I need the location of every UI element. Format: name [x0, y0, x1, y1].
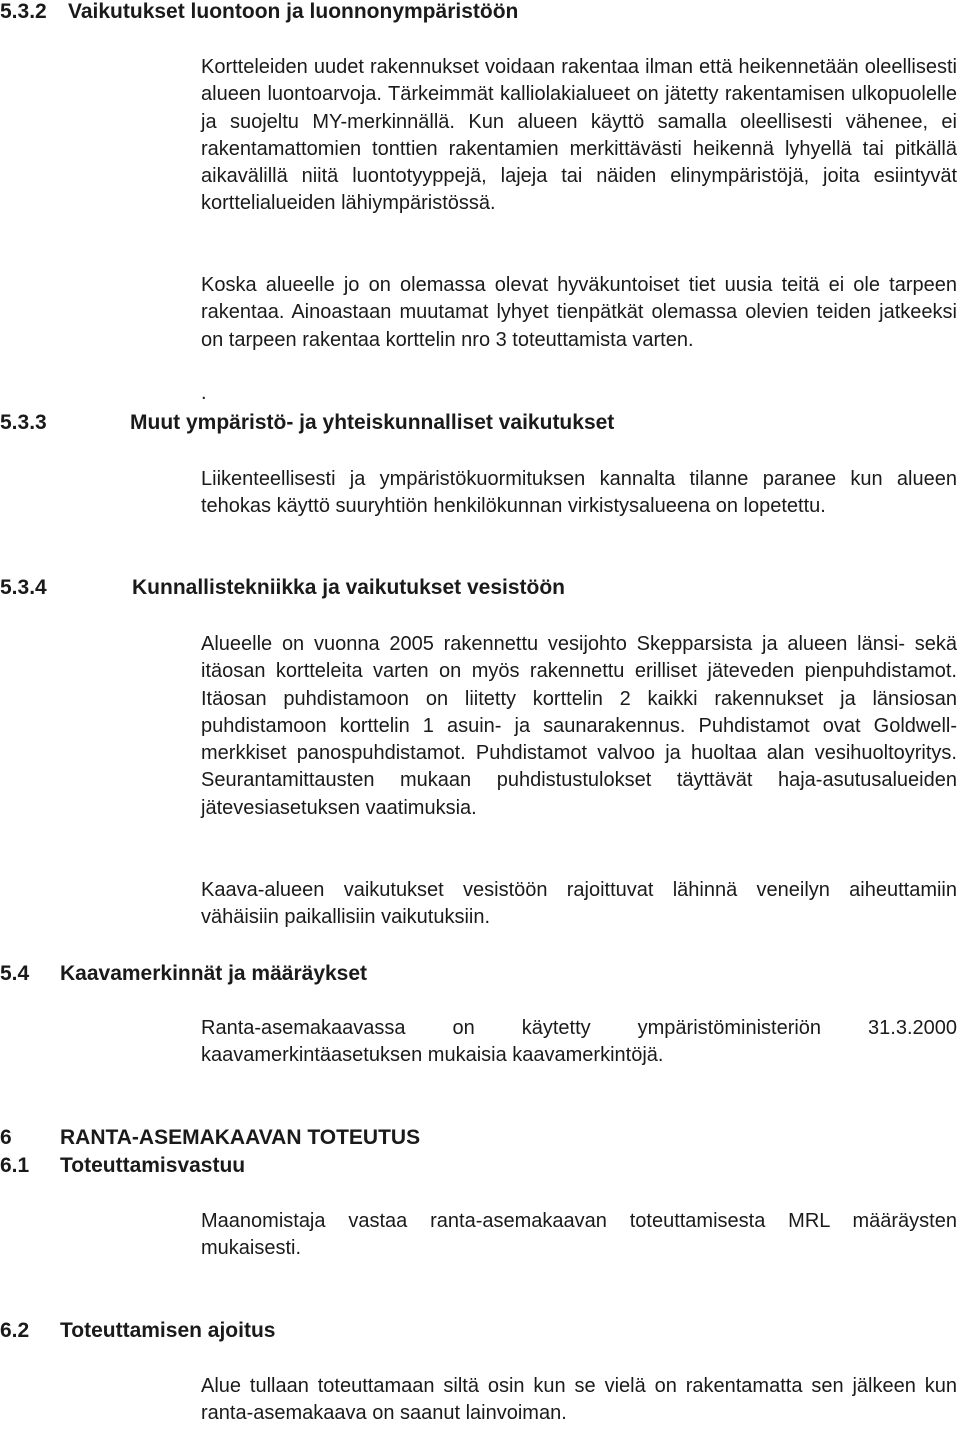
paragraph-municipal-engineering: Alueelle on vuonna 2005 rakennettu vesijohto Skepparsista ja alueen länsi- sekä itäosan kortteleita varten on myös rakennettu erilliset jäteveden pienpuhdistamot. Itäosan puhdistamoon on liitetty korttelin 2 kaikki rakennukset ja länsiosan puhdistamoon korttelin 1 asuin- ja saunarakennus. Puhdistamot ovat Goldwell-merkkiset panospuhdistamot. Puhdistamot valvoo ja huoltaa alan vesihuoltoyritys. Seurantamittausten mukaan puhdistustulokset täyttävät haja-asutusalueiden jätevesiasetuksen vaatimuksia.: [201, 633, 957, 819]
section-number: 5.4: [0, 962, 30, 985]
section-title: Kaavamerkinnät ja määräykset: [60, 962, 368, 985]
paragraph-timing: Alue tullaan toteuttamaan siltä osin kun se vielä on rakentamatta sen jälkeen kun ranta-asemakaava on saanut lainvoiman.: [201, 1375, 957, 1425]
paragraph-roads: Koska alueelle jo on olemassa olevat hyväkuntoiset tiet uusia teitä ei ole tarpeen rakentaa. Ainoastaan muutamat lyhyet tienpätkät olemassa olevien teiden jatkeeksi on tarpeen rakentaa korttelin nro 3 toteuttamista varten.: [201, 274, 957, 351]
section-number: 6.2: [0, 1319, 30, 1342]
section-number: 5.3.3: [0, 411, 47, 434]
paragraph-water-impacts: Kaava-alueen vaikutukset vesistöön rajoittuvat lähinnä veneilyn aiheuttamiin vähäisiin paikallisiin vaikutuksiin.: [201, 879, 957, 929]
section-number: 5.3.4: [0, 576, 47, 599]
paragraph-plan-markings: Ranta-asemakaavassa on käytetty ympäristöministeriön 31.3.2000 kaavamerkintäasetuksen mukaisia kaavamerkintöjä.: [201, 1017, 957, 1067]
section-title: Toteuttamisen ajoitus: [60, 1319, 276, 1342]
section-title: Toteuttamisvastuu: [60, 1154, 246, 1177]
paragraph-traffic-impacts: Liikenteellisesti ja ympäristökuormituksen kannalta tilanne paranee kun alueen tehokas käyttö suuryhtiön henkilökunnan virkistysalueena on lopetettu.: [201, 468, 957, 518]
section-number: 6: [0, 1126, 12, 1149]
paragraph-nature-impacts: Kortteleiden uudet rakennukset voidaan rakentaa ilman että heikennetään oleellisesti alueen luontoarvoja. Tärkeimmät kalliolakialueet on jätetty rakentamisen ulkopuolelle ja suojeltu MY-merkinnällä. Kun alueen käyttö samalla oleellisesti vähenee, ei rakentamattomien tonttien rakentamien merkittävästi heikennä lyhyellä tai pitkällä aikavälillä niitä luontotyyppejä, lajeja tai näiden elinympäristöjä, joita esiintyvät korttelialueiden lähiympäristössä.: [201, 56, 957, 215]
section-number: 5.3.2: [0, 0, 47, 23]
section-title: RANTA-ASEMAKAAVAN TOTEUTUS: [60, 1126, 421, 1149]
section-title: Muut ympäristö- ja yhteiskunnalliset vaikutukset: [130, 411, 615, 434]
section-title: Vaikutukset luontoon ja luonnonympäristöön: [68, 0, 519, 23]
section-title: Kunnallistekniikka ja vaikutukset vesistöön: [132, 576, 565, 599]
stray-period: .: [201, 382, 207, 404]
section-number: 6.1: [0, 1154, 30, 1177]
paragraph-responsibility: Maanomistaja vastaa ranta-asemakaavan toteuttamisesta MRL määräysten mukaisesti.: [201, 1210, 957, 1260]
